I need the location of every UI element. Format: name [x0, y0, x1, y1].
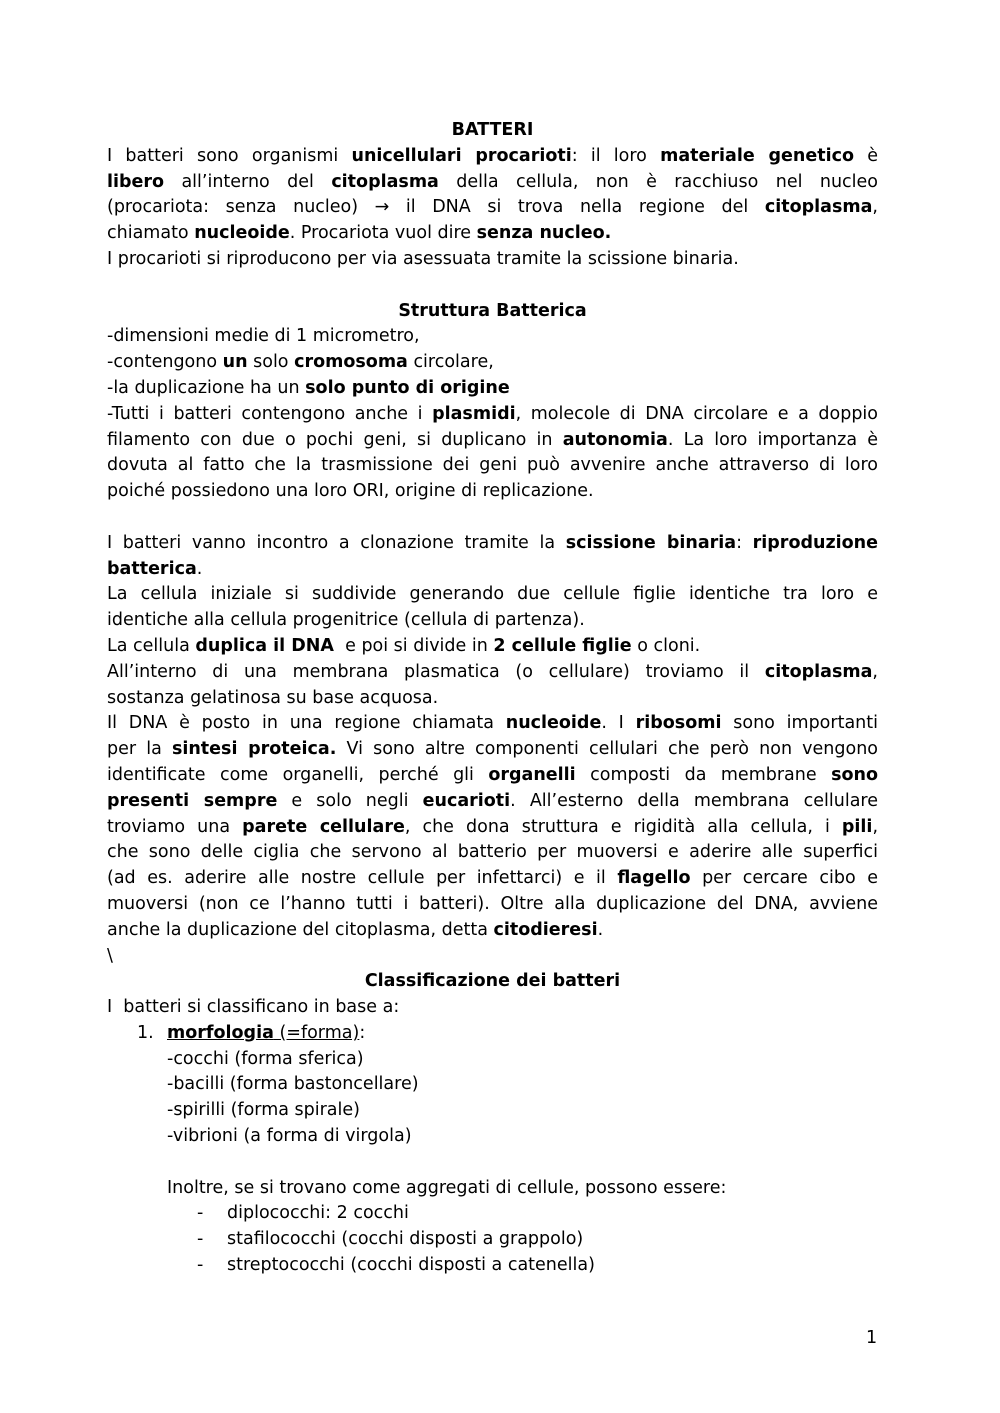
item-number: 1. — [137, 1022, 154, 1043]
paragraph-line: libero all’interno del citoplasma della cellula, non è racchiuso nel nucleo — [107, 171, 878, 192]
bullet-item: - streptococchi (cocchi disposti a catenella) — [197, 1255, 595, 1276]
paragraph-line: All’interno di una membrana plasmatica (o cellulare) troviamo il citoplasma, — [107, 661, 878, 682]
paragraph-line: chiamato nucleoide. Procariota vuol dire senza nucleo. — [107, 223, 612, 244]
paragraph-line: per la sintesi proteica. Vi sono altre componenti cellulari che però non vengono — [107, 739, 879, 760]
paragraph-line: troviamo una parete cellulare, che dona struttura e rigidità alla cellula, i pili, — [107, 816, 879, 837]
paragraph-line: Inoltre, se si trovano come aggregati di cellule, possono essere: — [167, 1177, 727, 1198]
blank-line — [107, 505, 878, 531]
paragraph-line: presenti sempre e solo negli eucarioti. All’esterno della membrana cellulare — [107, 790, 878, 811]
bullet-item: - stafilococchi (cocchi disposti a grappolo) — [197, 1229, 584, 1250]
list-line: -la duplicazione ha un solo punto di origine — [107, 377, 510, 398]
list-line: -contengono un solo cromosoma circolare, — [107, 352, 494, 373]
bullet-item: - diplococchi: 2 cocchi — [197, 1203, 409, 1224]
paragraph-line: poiché possiedono una loro ORI, origine di replicazione. — [107, 481, 594, 502]
item-label: morfologia — [167, 1022, 274, 1043]
blank-line — [107, 273, 878, 299]
stray-backslash: \ — [107, 945, 113, 966]
list-line: -spirilli (forma spirale) — [167, 1100, 360, 1121]
list-line: -bacilli (forma bastoncellare) — [167, 1074, 419, 1095]
paragraph-line: che sono delle ciglia che servono al batterio per muoversi e aderire alle superfici — [107, 842, 878, 863]
paragraph-line: muoversi (non ce l’hanno tutti i batteri). Oltre alla duplicazione del DNA, avviene — [107, 893, 878, 914]
paragraph-line: anche la duplicazione del citoplasma, detta citodieresi. — [107, 919, 604, 940]
paragraph-line: La cellula iniziale si suddivide generando due cellule figlie identiche tra loro e — [107, 584, 878, 605]
document-title: BATTERI — [451, 120, 534, 140]
paragraph-line: identificate come organelli, perché gli organelli composti da membrane sono — [107, 764, 878, 785]
paragraph-line: batterica. — [107, 558, 203, 579]
paragraph-line: Il DNA è posto in una regione chiamata nucleoide. I ribosomi sono importanti — [107, 713, 878, 734]
paragraph-line: (ad es. aderire alle nostre cellule per infettarci) e il flagello per cercare cibo e — [107, 868, 878, 889]
list-line: -dimensioni medie di 1 micrometro, — [107, 326, 420, 347]
paragraph-line: (procariota: senza nucleo) → il DNA si trova nella regione del citoplasma, — [107, 197, 878, 218]
paragraph-line: La cellula duplica il DNA e poi si divide in 2 cellule figlie o cloni. — [107, 635, 701, 656]
paragraph-line: dovuta al fatto che la trasmissione dei geni può avvenire anche attraverso di loro — [107, 455, 878, 476]
document-page — [107, 118, 878, 1279]
section-heading: Struttura Batterica — [398, 300, 587, 321]
list-line: -vibrioni (a forma di virgola) — [167, 1126, 412, 1147]
numbered-item: 1. morfologia (=forma): — [107, 1021, 878, 1047]
paragraph-line: I procarioti si riproducono per via asessuata tramite la scissione binaria. — [107, 248, 739, 269]
paragraph-line: I batteri si classificano in base a: — [107, 997, 400, 1018]
paragraph-line: I batteri sono organismi unicellulari procarioti: il loro materiale genetico è — [107, 145, 878, 166]
paragraph-line: identiche alla cellula progenitrice (cellula di partenza). — [107, 610, 585, 631]
page-number: 1 — [866, 1328, 878, 1348]
paragraph-line: filamento con due o pochi geni, si duplicano in autonomia. La loro importanza è — [107, 429, 878, 450]
section-heading: Classificazione dei batteri — [364, 971, 621, 992]
blank-line — [107, 1150, 878, 1176]
paragraph-line: -Tutti i batteri contengono anche i plasmidi, molecole di DNA circolare e a doppio — [107, 403, 878, 424]
list-line: -cocchi (forma sferica) — [167, 1048, 364, 1069]
paragraph-line: sostanza gelatinosa su base acquosa. — [107, 687, 439, 708]
paragraph-line: I batteri vanno incontro a clonazione tramite la scissione binaria: riproduzione — [107, 532, 878, 553]
